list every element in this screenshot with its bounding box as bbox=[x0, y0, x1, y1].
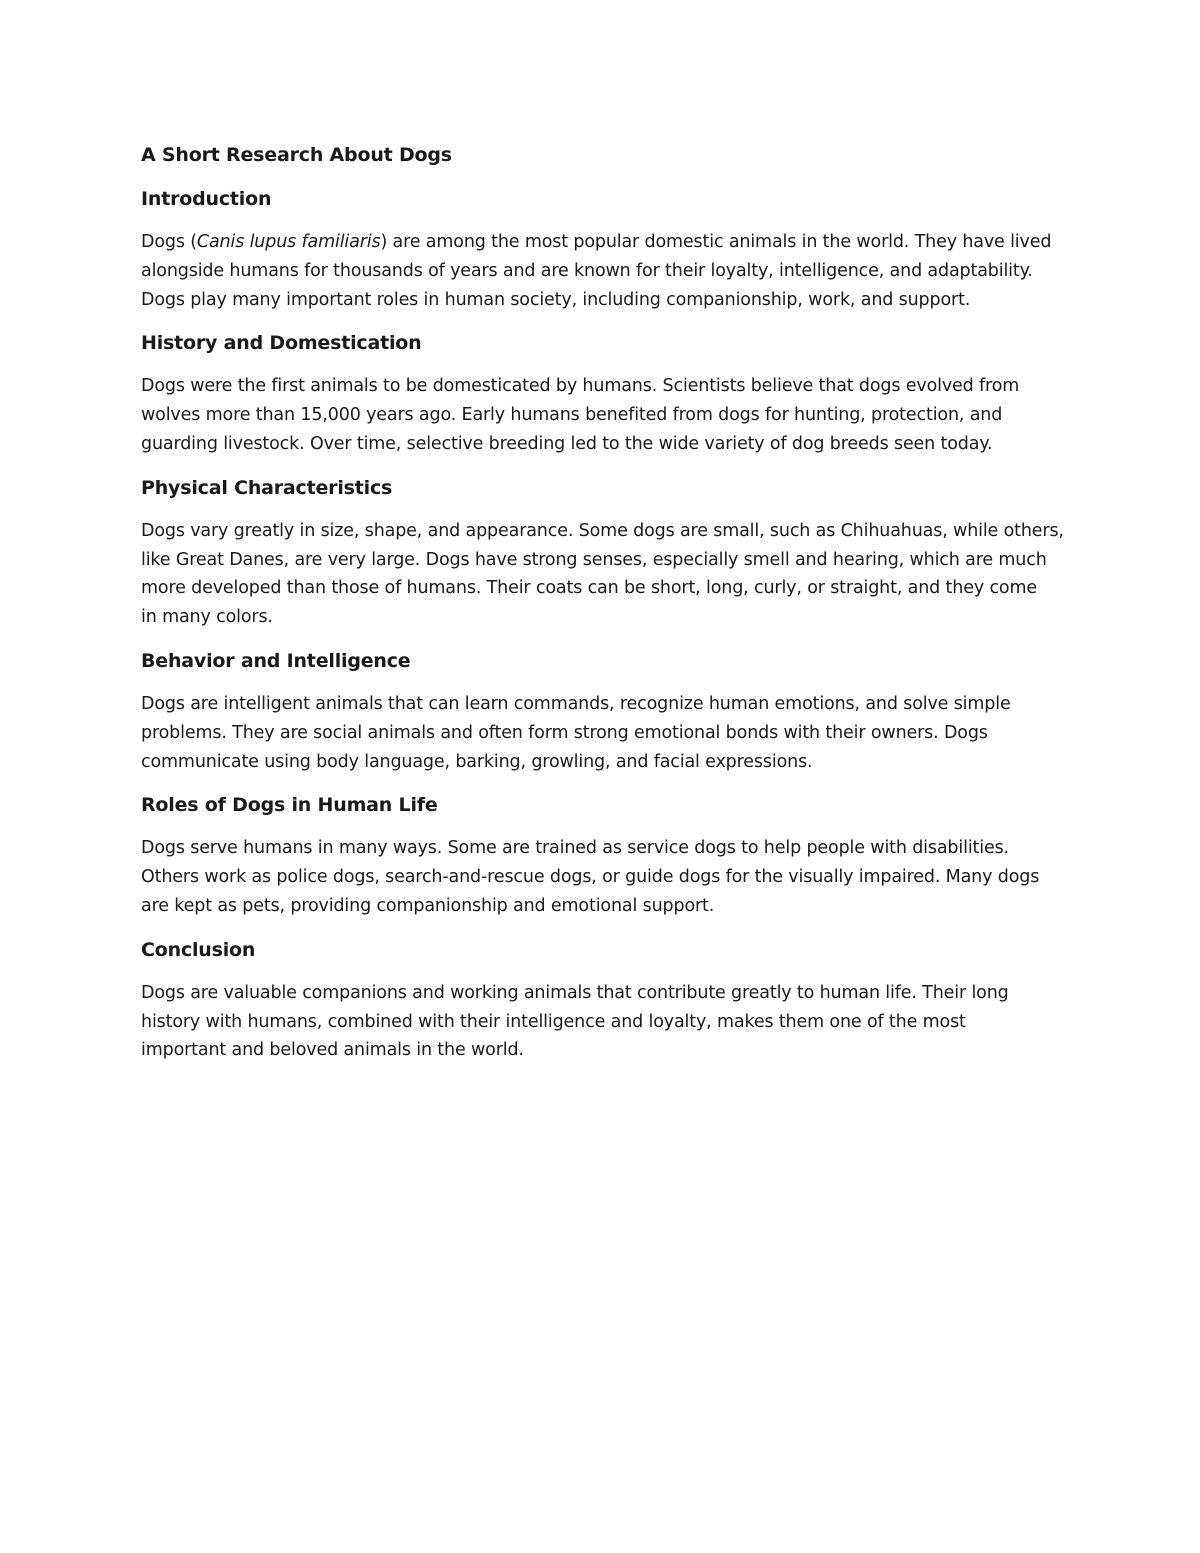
section-heading-history: History and Domestication bbox=[141, 332, 422, 355]
line-text: ) are among the most popular domestic animals in the world. They have lived bbox=[380, 232, 1052, 252]
section-paragraph-conclusion bbox=[141, 979, 1071, 1065]
paragraph-line: Dogs were the first animals to be domesticated by humans. Scientists believe that dogs evolved from bbox=[141, 376, 1020, 397]
paragraph-line: Dogs vary greatly in size, shape, and appearance. Some dogs are small, such as Chihuahuas, while others, bbox=[141, 520, 1064, 541]
section-heading-introduction: Introduction bbox=[141, 188, 272, 210]
paragraph-line: Dogs serve humans in many ways. Some are trained as service dogs to help people with disabilities. bbox=[141, 838, 1009, 859]
section-heading-roles: Roles of Dogs in Human Life bbox=[141, 794, 438, 817]
section-heading-physical: Physical Characteristics bbox=[141, 476, 393, 499]
paragraph-line: Dogs play many important roles in human society, including companionship, work, and support. bbox=[141, 289, 971, 310]
document-title: A Short Research About Dogs bbox=[141, 144, 452, 166]
paragraph-line: like Great Danes, are very large. Dogs have strong senses, especially smell and hearing, which are much bbox=[141, 549, 1047, 570]
paragraph-line: communicate using body language, barking, growling, and facial expressions. bbox=[141, 751, 813, 772]
paragraph-line: Others work as police dogs, search-and-rescue dogs, or guide dogs for the visually impaired. Many dogs bbox=[141, 867, 1040, 888]
section-paragraph-introduction bbox=[141, 228, 1071, 314]
paragraph-line: important and beloved animals in the world. bbox=[141, 1040, 524, 1061]
paragraph-line: wolves more than 15,000 years ago. Early humans benefited from dogs for hunting, protection, and bbox=[141, 405, 1003, 426]
paragraph-line bbox=[141, 228, 1071, 257]
paragraph-line: are kept as pets, providing companionship and emotional support. bbox=[141, 895, 715, 916]
document-body bbox=[141, 140, 1071, 1065]
section-heading-behavior: Behavior and Intelligence bbox=[141, 649, 411, 672]
section-paragraph-behavior bbox=[141, 690, 1071, 776]
paragraph-line: in many colors. bbox=[141, 607, 273, 628]
paragraph-line: guarding livestock. Over time, selective breeding led to the wide variety of dog breeds seen today. bbox=[141, 433, 993, 454]
paragraph-line: history with humans, combined with their intelligence and loyalty, makes them one of the most bbox=[141, 1011, 966, 1032]
section-paragraph-history bbox=[141, 372, 1071, 458]
line-text: Dogs ( bbox=[141, 232, 197, 252]
paragraph-line: Dogs are intelligent animals that can learn commands, recognize human emotions, and solve simple bbox=[141, 693, 1011, 714]
paragraph-line: more developed than those of humans. Their coats can be short, long, curly, or straight, and they come bbox=[141, 578, 1037, 599]
section-heading-conclusion: Conclusion bbox=[141, 938, 256, 961]
paragraph-line: alongside humans for thousands of years and are known for their loyalty, intelligence, and adaptability. bbox=[141, 260, 1033, 281]
section-paragraph-physical bbox=[141, 517, 1071, 632]
scientific-name: Canis lupus familiaris bbox=[196, 232, 381, 252]
paragraph-line: Dogs are valuable companions and working animals that contribute greatly to human life. Their long bbox=[141, 982, 1009, 1003]
paragraph-line: problems. They are social animals and often form strong emotional bonds with their owners. Dogs bbox=[141, 722, 988, 743]
section-paragraph-roles bbox=[141, 834, 1071, 920]
